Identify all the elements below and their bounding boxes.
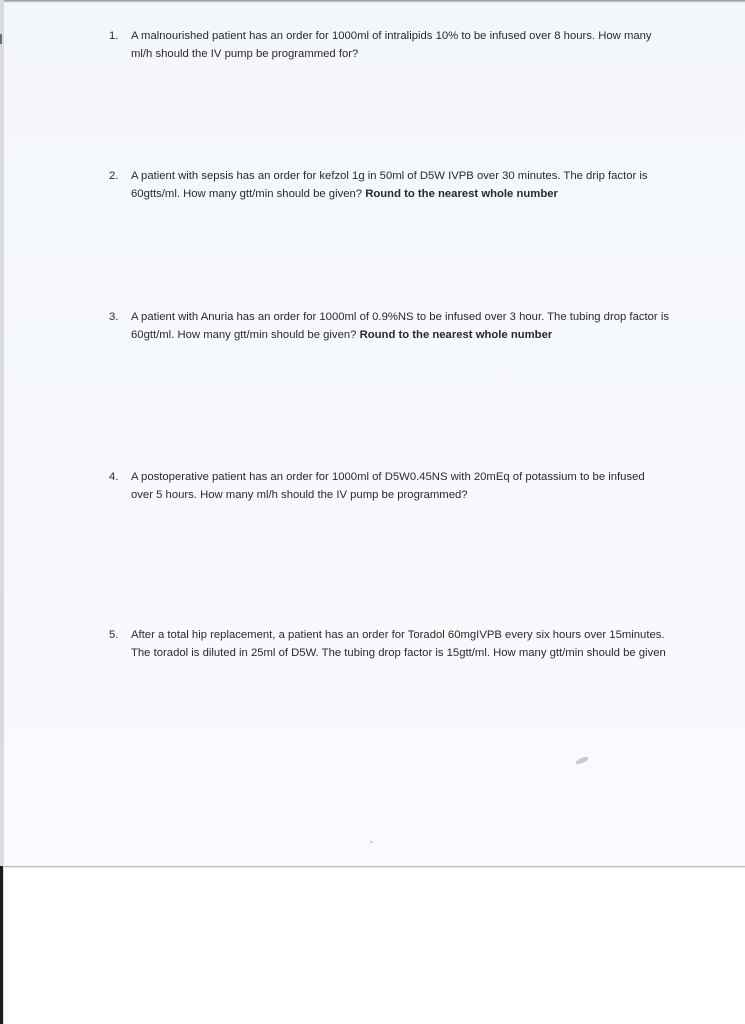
question-text: A malnourished patient has an order for 1000ml of intralipids 10% to be infused over 8 hours. How many ml/h should the IV pump be programmed for?: [131, 30, 652, 60]
question-1: [109, 27, 669, 63]
question-text: A patient with Anuria has an order for 1000ml of 0.9%NS to be infused over 3 hour. The tubing drop factor is 60gtt/ml. How many gtt/min should be given?: [131, 311, 669, 341]
question-4: [109, 468, 669, 504]
scan-top-shadow: [0, 0, 745, 3]
question-text: A patient with sepsis has an order for kefzol 1g in 50ml of D5W IVPB over 30 minutes. The drip factor is 60gtts/ml. How many gtt/min should be given?: [131, 170, 648, 200]
question-number: 2.: [109, 170, 119, 182]
question-number: 4.: [109, 471, 119, 483]
question-2: [109, 167, 669, 203]
question-number: 1.: [109, 30, 119, 42]
question-number: 3.: [109, 311, 119, 323]
scan-edge-mark: [0, 34, 2, 44]
scan-speck-small: [370, 841, 373, 843]
question-text: After a total hip replacement, a patient has an order for Toradol 60mgIVPB every six hours over 15minutes. The toradol is diluted in 25ml of D5W. The tubing drop factor is 15gtt/ml. How many gtt/min should be given: [131, 629, 666, 659]
question-number: 5.: [109, 629, 119, 641]
question-5: [109, 626, 669, 662]
scan-left-edge-dark: [0, 866, 3, 1024]
question-3: [109, 308, 669, 344]
question-text: A postoperative patient has an order for 1000ml of D5W0.45NS with 20mEq of potassium to be infused over 5 hours. How many ml/h should the IV pump be programmed?: [131, 471, 645, 501]
question-emphasis: Round to the nearest whole number: [365, 188, 558, 200]
question-emphasis: Round to the nearest whole number: [359, 329, 553, 341]
